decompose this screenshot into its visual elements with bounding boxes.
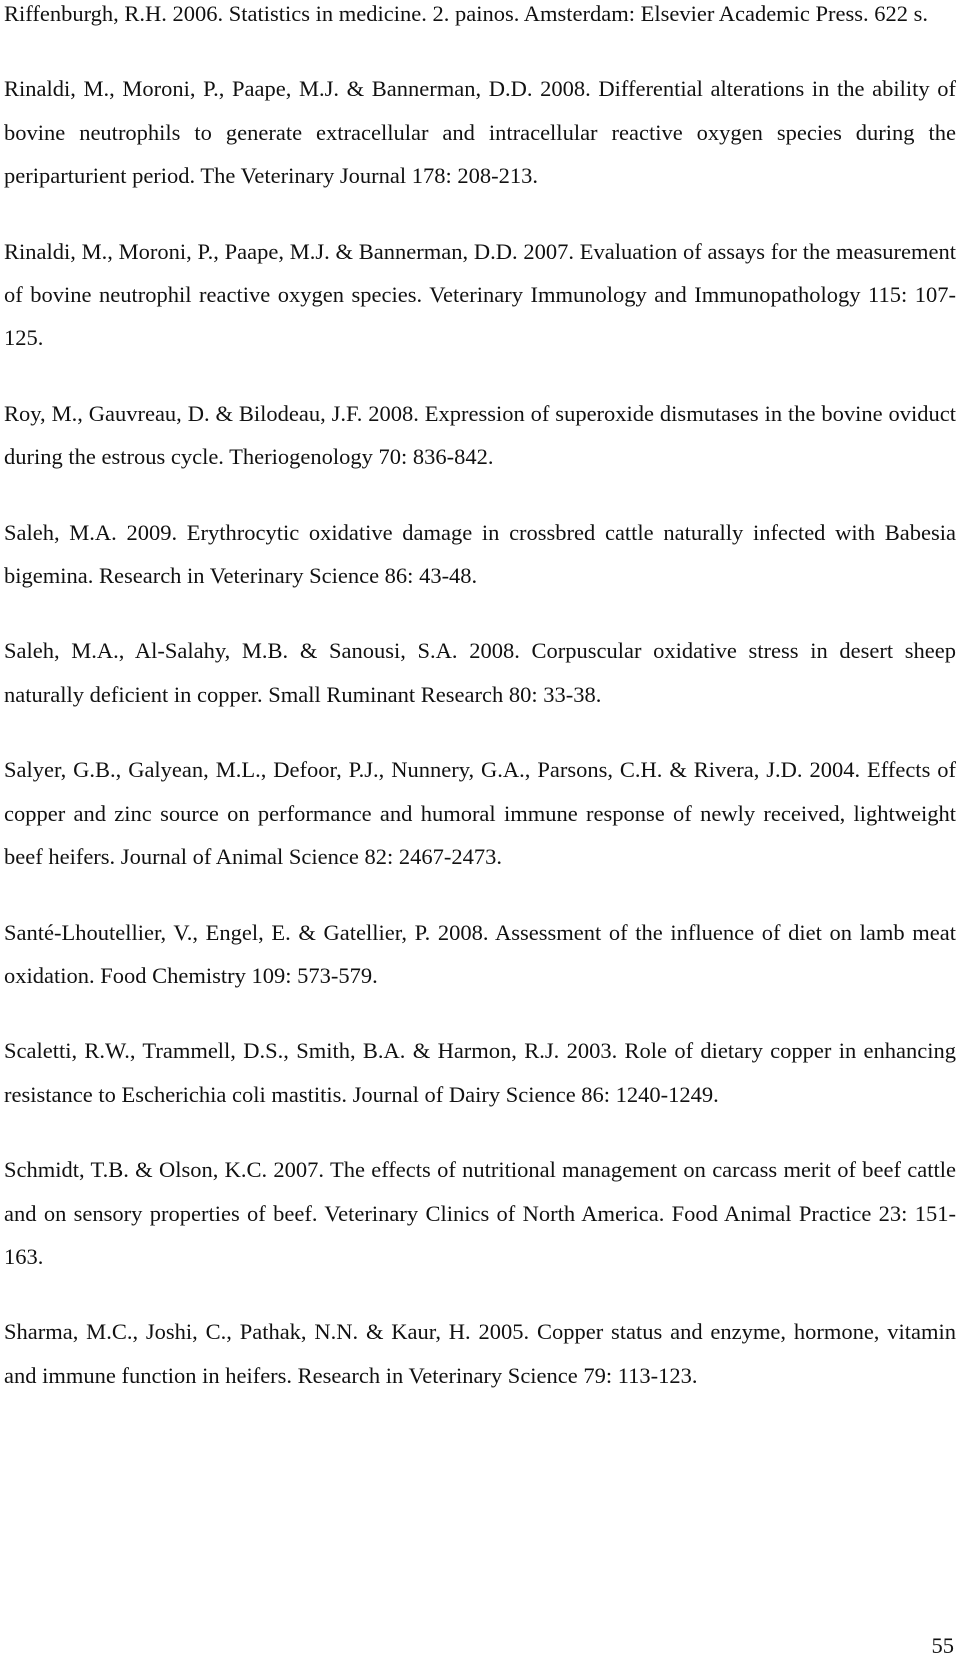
page-number: 55 [931,1633,954,1658]
reference-entry: Scaletti, R.W., Trammell, D.S., Smith, B.A. & Harmon, R.J. 2003. Role of dietary copper in enhancing resistance to Escherichia coli mastitis. Journal of Dairy Science 86: 1240-1249. [4,1038,956,1107]
reference-entry: Saleh, M.A., Al-Salahy, M.B. & Sanousi, S.A. 2008. Corpuscular oxidative stress in desert sheep naturally deficient in copper. Small Ruminant Research 80: 33-38. [4,638,956,707]
reference-entry: Santé-Lhoutellier, V., Engel, E. & Gatellier, P. 2008. Assessment of the influence of diet on lamb meat oxidation. Food Chemistry 109: 573-579. [4,919,956,988]
reference-entry: Riffenburgh, R.H. 2006. Statistics in medicine. 2. painos. Amsterdam: Elsevier Academic Press. 622 s. [4,1,929,26]
reference-entry: Saleh, M.A. 2009. Erythrocytic oxidative damage in crossbred cattle naturally infected with Babesia bigemina. Research in Veterinary Science 86: 43-48. [4,519,956,589]
reference-list [4,0,956,1397]
reference-entry: Roy, M., Gauvreau, D. & Bilodeau, J.F. 2008. Expression of superoxide dismutases in the bovine oviduct during the estrous cycle. Theriogenology 70: 836-842. [4,400,956,470]
reference-entry: Rinaldi, M., Moroni, P., Paape, M.J. & Bannerman, D.D. 2007. Evaluation of assays for the measurement of bovine neutrophil reactive oxygen species. Veterinary Immunology and Immunopathology 115: 107-125. [4,238,956,351]
reference-entry: Rinaldi, M., Moroni, P., Paape, M.J. & Bannerman, D.D. 2008. Differential alterations in the ability of bovine neutrophils to generate extracellular and intracellular reactive oxygen species during the periparturient period. The Veterinary Journal 178: 208-213. [4,76,956,189]
reference-entry: Sharma, M.C., Joshi, C., Pathak, N.N. & Kaur, H. 2005. Copper status and enzyme, hormone, vitamin and immune function in heifers. Research in Veterinary Science 79: 113-123. [4,1319,956,1388]
reference-entry: Schmidt, T.B. & Olson, K.C. 2007. The effects of nutritional management on carcass merit of beef cattle and on sensory properties of beef. Veterinary Clinics of North America. Food Animal Practice 23: 151-163. [4,1157,956,1269]
reference-entry: Salyer, G.B., Galyean, M.L., Defoor, P.J., Nunnery, G.A., Parsons, C.H. & Rivera, J.D. 2004. Effects of copper and zinc source on performance and humoral immune response of newly received, lightweight beef heifers. Journal of Animal Science 82: 2467-2473. [4,757,956,870]
